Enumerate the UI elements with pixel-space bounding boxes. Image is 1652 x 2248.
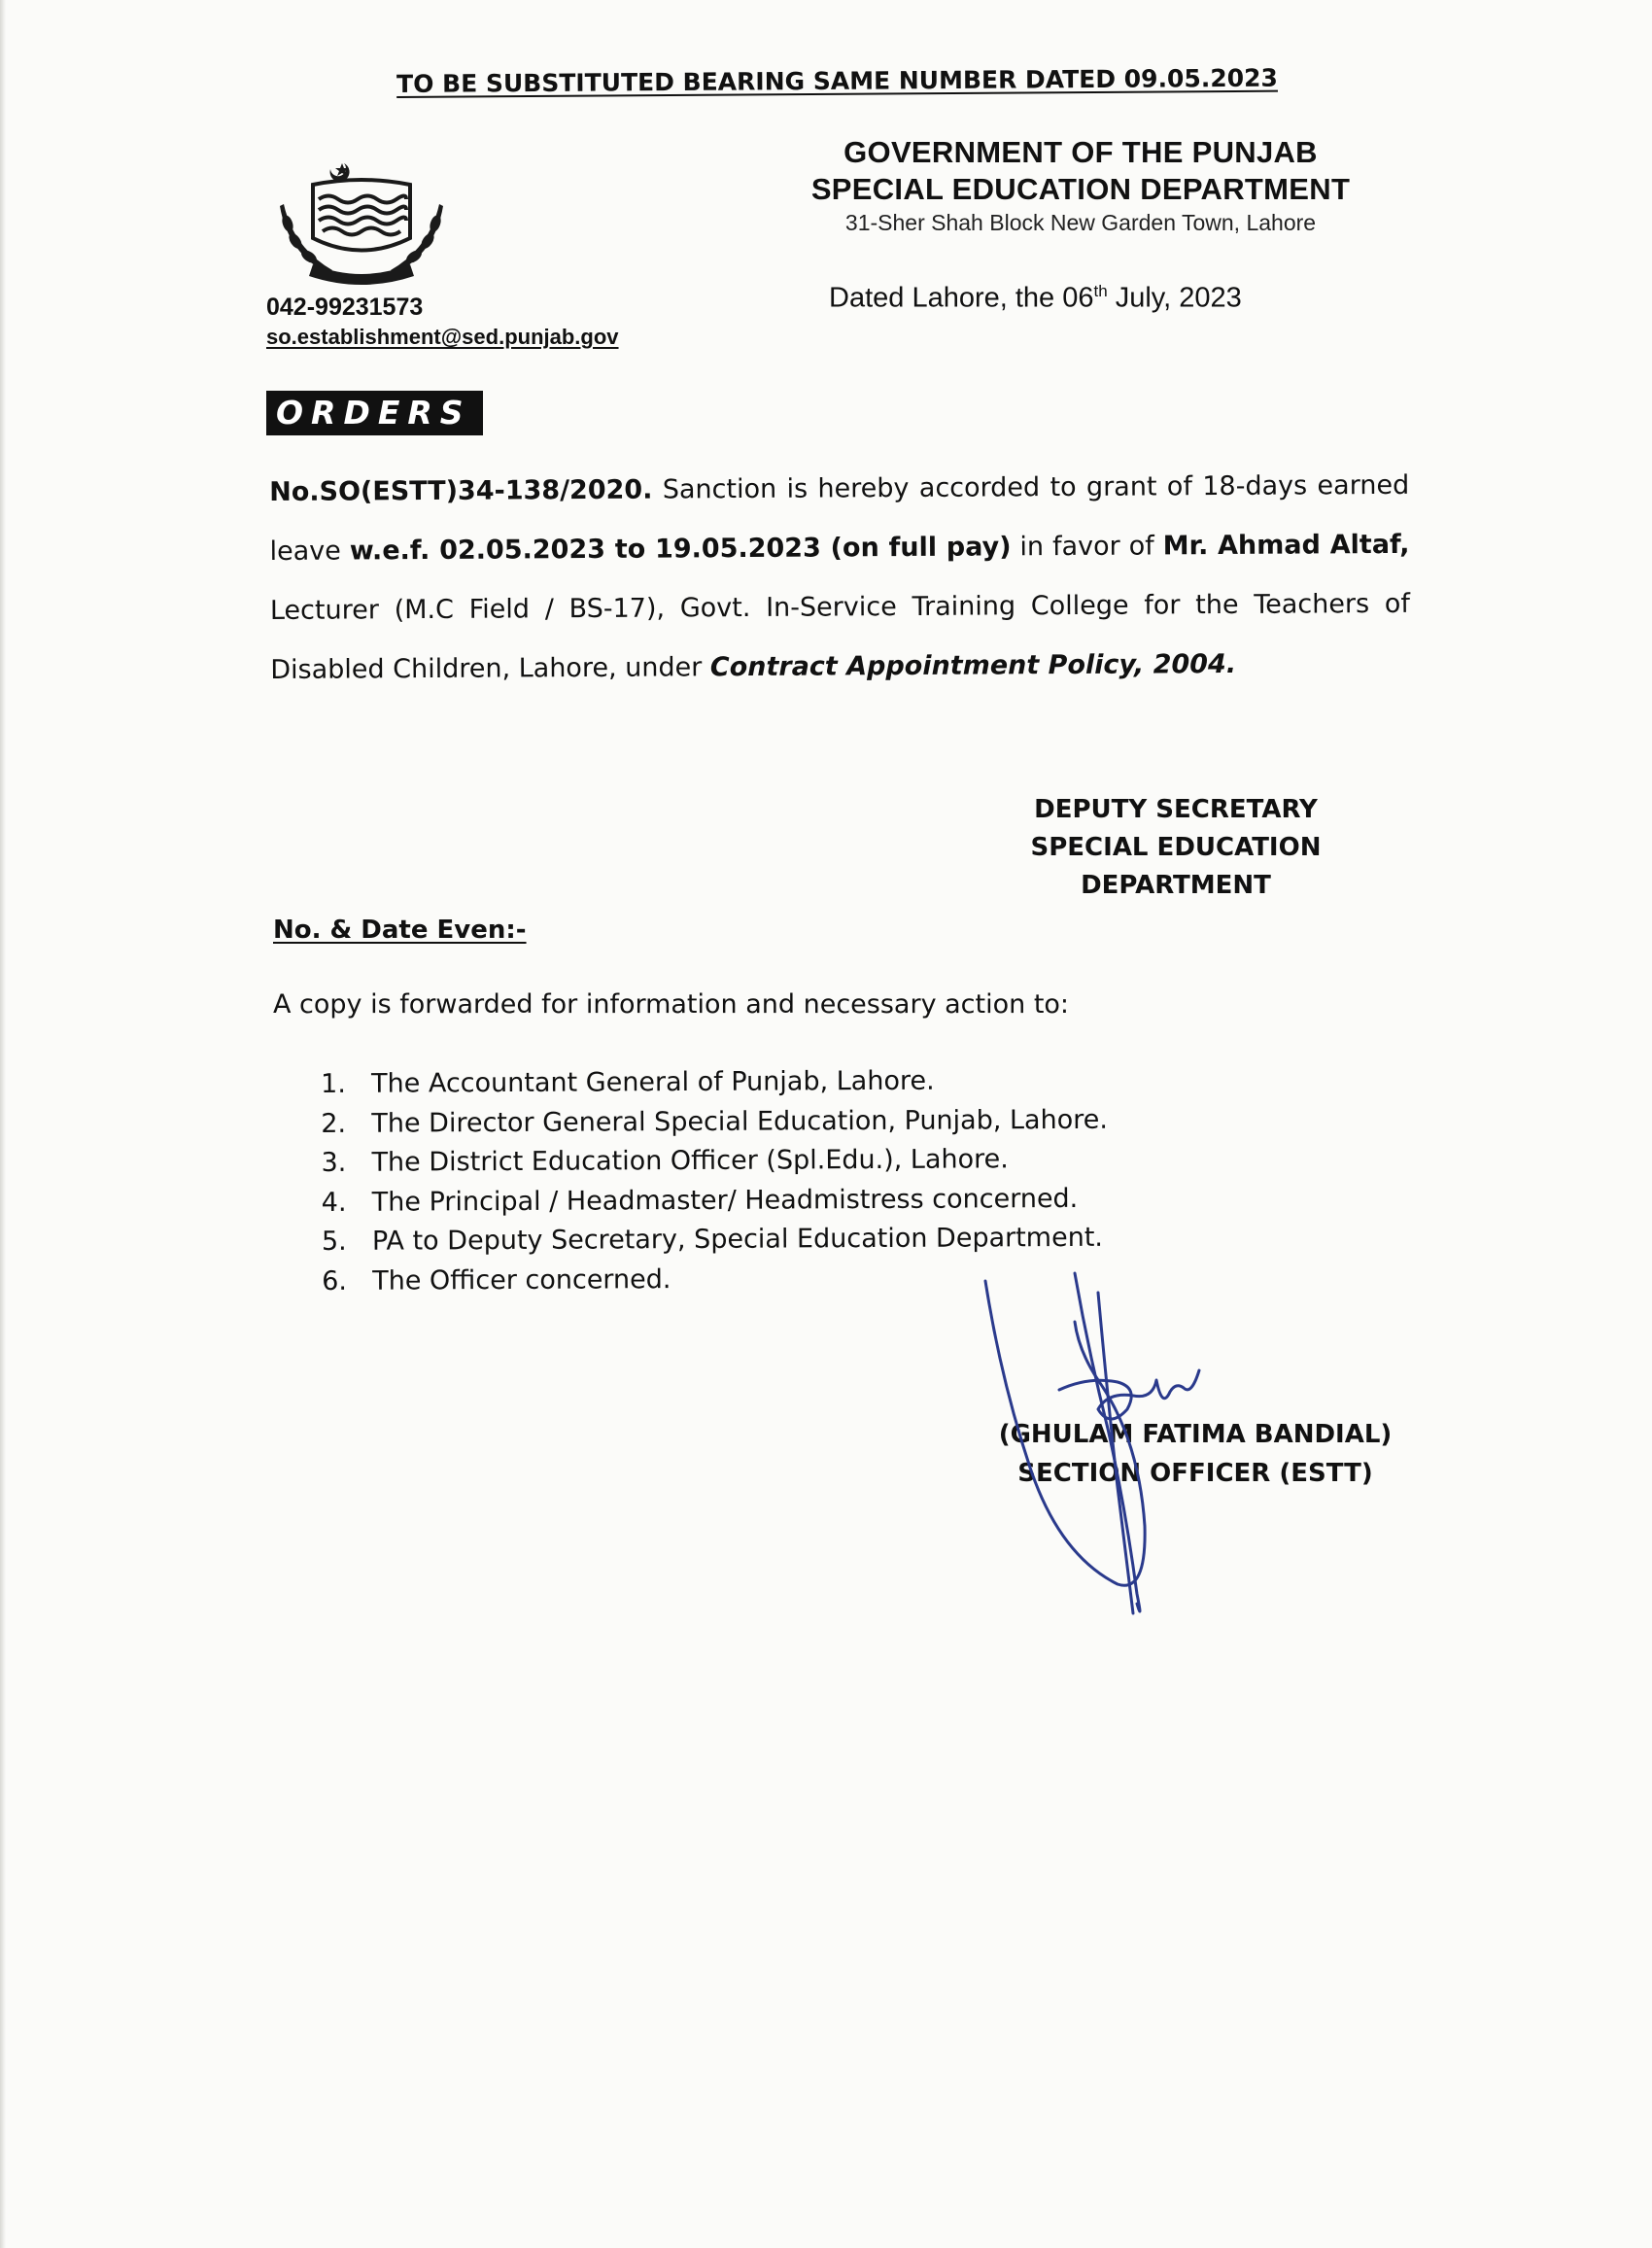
list-item-text: PA to Deputy Secretary, Special Education Department. xyxy=(371,1222,1104,1257)
list-item xyxy=(322,1219,1109,1262)
list-item-number: 1. xyxy=(321,1068,346,1099)
list-item-text: The District Education Officer (Spl.Edu.), Lahore. xyxy=(371,1144,1009,1178)
government-of-punjab-emblem-icon xyxy=(274,156,449,292)
list-item xyxy=(322,1179,1109,1223)
policy-name: Contract Appointment Policy, 2004. xyxy=(709,648,1237,683)
list-item-text: The Officer concerned. xyxy=(372,1263,671,1297)
employee-name: Mr. Ahmad Altaf, xyxy=(1162,529,1410,562)
list-item-number: 6. xyxy=(322,1265,348,1297)
list-item-number: 2. xyxy=(321,1108,347,1139)
order-text-2: in favor of xyxy=(1011,531,1163,563)
endorsement-heading: No. & Date Even:- xyxy=(273,916,527,945)
orders-heading: ORDERS xyxy=(266,391,483,435)
list-item-number: 5. xyxy=(321,1226,347,1257)
list-item-number: 4. xyxy=(321,1187,347,1218)
deputy-line-3: DEPARTMENT xyxy=(1081,871,1271,900)
dated-prefix: Dated Lahore, the 06 xyxy=(829,282,1094,314)
signatory-designation: SECTION OFFICER (ESTT) xyxy=(1017,1459,1373,1488)
order-number: No.SO(ESTT)34-138/2020. xyxy=(269,474,653,507)
order-text-1: Sanction is hereby accorded to grant of 18-days earned leave xyxy=(269,469,1410,567)
phone-number: 042-99231573 xyxy=(266,294,424,321)
endorsement-intro: A copy is forwarded for information and necessary action to: xyxy=(273,989,1070,1020)
order-paragraph xyxy=(269,456,1410,700)
order-text-3: Lecturer (M.C Field / BS-17), Govt. In-Service Training College for the Teachers of Disabled Children, Lahore, under xyxy=(269,588,1411,685)
list-item-text: The Director General Special Education, Punjab, Lahore. xyxy=(371,1104,1108,1139)
list-item xyxy=(321,1100,1108,1144)
deputy-line-1: DEPUTY SECRETARY xyxy=(1034,795,1318,824)
list-item-text: The Accountant General of Punjab, Lahore. xyxy=(371,1065,935,1099)
letterhead xyxy=(789,134,1372,237)
dated-ordinal: th xyxy=(1093,282,1108,300)
list-item xyxy=(321,1140,1108,1184)
list-item xyxy=(321,1061,1108,1105)
dated-line xyxy=(829,282,1242,315)
dated-suffix: July, 2023 xyxy=(1107,282,1242,314)
list-item-text: The Principal / Headmaster/ Headmistress concerned. xyxy=(371,1183,1079,1218)
scan-edge xyxy=(0,0,6,2248)
deputy-secretary-block xyxy=(1030,791,1322,905)
list-item-number: 3. xyxy=(321,1147,347,1178)
deputy-line-2: SPECIAL EDUCATION xyxy=(1030,833,1322,862)
email-address: so.establishment@sed.punjab.gov xyxy=(266,325,619,349)
government-name: GOVERNMENT OF THE PUNJAB xyxy=(843,135,1318,169)
department-address: 31-Sher Shah Block New Garden Town, Lahore xyxy=(844,210,1317,235)
signatory-name: (GHULAM FATIMA BANDIAL) xyxy=(998,1420,1393,1449)
department-name: SPECIAL EDUCATION DEPARTMENT xyxy=(810,172,1351,206)
handwritten-signature-icon xyxy=(962,1263,1254,1633)
substitute-note: TO BE SUBSTITUTED BEARING SAME NUMBER DATED 09.05.2023 xyxy=(396,63,1278,98)
leave-period: w.e.f. 02.05.2023 to 19.05.2023 (on full pay) xyxy=(349,532,1012,567)
